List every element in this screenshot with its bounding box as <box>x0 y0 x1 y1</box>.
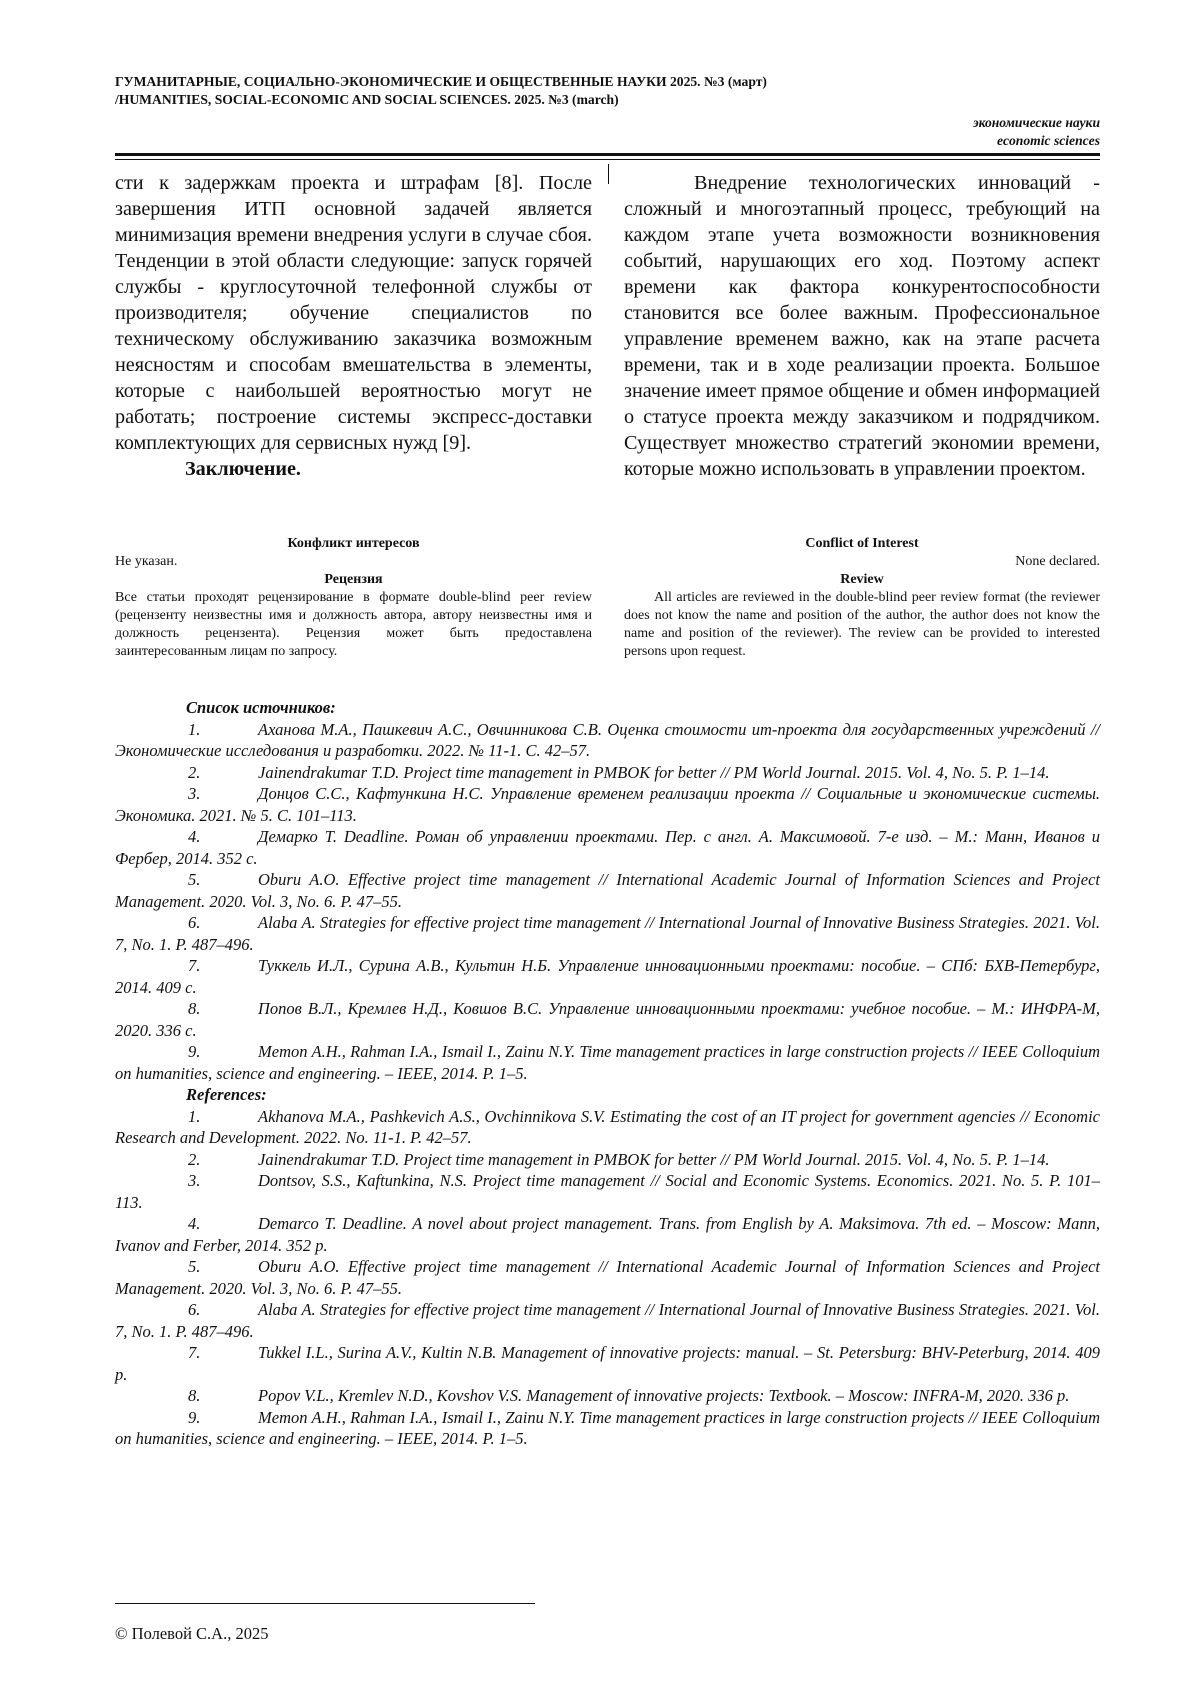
item-number: 1. <box>188 719 201 739</box>
item-text: Туккель И.Л., Сурина А.В., Культин Н.Б. Управление инновационными проектами: пособие. – СПб: БХВ-Петербург, 2014. 409 с. <box>115 956 1100 997</box>
journal-title-en: /HUMANITIES, SOCIAL-ECONOMIC AND SOCIAL SCIENCES. 2025. №3 (march) <box>115 92 619 107</box>
reference-item <box>115 1256 1100 1299</box>
conflict-text-en: None declared. <box>1015 554 1100 569</box>
item-number: 7. <box>188 956 201 975</box>
reference-item <box>115 1106 1100 1149</box>
section-label-ru: экономические науки <box>972 115 1100 130</box>
item-text: Донцов С.С., Кафтункина Н.С. Управление временем реализации проекта // Социальные и экономические системы. Экономика. 2021. № 5. С. 101–113. <box>115 784 1100 825</box>
item-number: 3. <box>188 784 201 803</box>
source-item <box>115 826 1100 869</box>
body-paragraph-left: сти к задержкам проекта и штрафам [8]. После завершения ИТП основной задачей является минимизация времени внедрения услуги в случае сбоя. Тенденции в этой области следующие: запуск горячей службы - круглосуточной телефонной службы от производителя; обучение специалистов по техническому обслуживанию заказчика возможным неясностям и способам вмешательства в элементы, которые с наибольшей вероятностью могут не работать; построение системы экспресс-доставки комплектующих для сервисных нужд [9]. <box>115 172 592 454</box>
item-number: 2. <box>188 762 201 782</box>
column-divider <box>608 164 609 184</box>
article-meta-en <box>624 535 1100 661</box>
item-text: Jainendrakumar T.D. Project time management in PMBOK for better // PM World Journal. 2015. Vol. 4, No. 5. P. 1–14. <box>258 762 1050 782</box>
item-text: Demarco T. Deadline. A novel about project management. Trans. from English by A. Maksimova. 7th ed. – Moscow: Mann, Ivanov and Ferber, 2014. 352 p. <box>115 1214 1100 1255</box>
reference-item <box>115 1385 1100 1407</box>
item-number: 8. <box>188 1386 201 1405</box>
reference-item <box>115 1299 1100 1342</box>
item-text: Popov V.L., Kremlev N.D., Kovshov V.S. Management of innovative projects: Textbook. – Moscow: INFRA-M, 2020. 336 p. <box>258 1386 1070 1405</box>
item-number: 9. <box>188 1042 201 1061</box>
item-number: 1. <box>188 1106 201 1126</box>
item-text: Jainendrakumar T.D. Project time management in PMBOK for better // PM World Journal. 2015. Vol. 4, No. 5. P. 1–14. <box>258 1149 1050 1169</box>
source-item <box>115 762 1100 784</box>
source-item <box>115 719 1100 762</box>
item-text: Dontsov, S.S., Kaftunkina, N.S. Project time management // Social and Economic Systems. Economics. 2021. No. 5. P. 101–113. <box>115 1171 1100 1212</box>
item-number: 4. <box>188 1214 201 1233</box>
conflict-heading-en: Conflict of Interest <box>805 536 919 551</box>
item-text: Memon A.H., Rahman I.A., Ismail I., Zainu N.Y. Time management practices in large construction projects // IEEE Colloquium on humanities, science and engineering. – IEEE, 2014. P. 1–5. <box>115 1407 1100 1448</box>
reference-item <box>115 1407 1100 1450</box>
header-rule-thick <box>115 153 1100 156</box>
review-text-en: All articles are reviewed in the double-blind peer review format (the reviewer does not know the name and position of the author, the author does not know the name and position of the reviewer). The review can be provided to interested persons upon request. <box>624 590 1100 659</box>
item-text: Oburu A.O. Effective project time management // International Academic Journal of Information Sciences and Project Management. 2020. Vol. 3, No. 6. P. 47–55. <box>115 870 1100 911</box>
bibliography <box>115 697 1100 1450</box>
reference-item <box>115 1149 1100 1171</box>
references-list <box>115 1106 1100 1450</box>
item-text: Akhanova M.A., Pashkevich A.S., Ovchinnikova S.V. Estimating the cost of an IT project for government agencies // Economic Research and Development. 2022. No. 11-1. P. 42–57. <box>115 1106 1100 1147</box>
journal-title-ru: ГУМАНИТАРНЫЕ, СОЦИАЛЬНО-ЭКОНОМИЧЕСКИЕ И ОБЩЕСТВЕННЫЕ НАУКИ 2025. №3 (март) <box>115 74 767 89</box>
source-item <box>115 998 1100 1041</box>
body-column-right <box>624 170 1100 482</box>
item-number: 7. <box>188 1343 201 1362</box>
item-text: Alaba A. Strategies for effective project time management // International Journal of Innovative Business Strategies. 2021. Vol. 7, No. 1. P. 487–496. <box>115 913 1100 954</box>
item-number: 4. <box>188 827 201 846</box>
item-number: 6. <box>188 1300 201 1319</box>
item-text: Попов В.Л., Кремлев Н.Д., Ковшов В.С. Управление инновационными проектами: учебное пособие. – М.: ИНФРА-М, 2020. 336 с. <box>115 999 1100 1040</box>
item-number: 9. <box>188 1407 201 1427</box>
source-item <box>115 1041 1100 1084</box>
section-label <box>973 114 1100 150</box>
source-item <box>115 783 1100 826</box>
running-header <box>115 73 1100 148</box>
conflict-heading-ru: Конфликт интересов <box>287 536 420 551</box>
sources-list <box>115 719 1100 1085</box>
item-number: 3. <box>188 1171 201 1190</box>
body-column-left <box>115 170 592 482</box>
review-heading-en: Review <box>840 572 884 587</box>
item-number: 8. <box>188 999 201 1018</box>
sources-heading: Список источников: <box>186 698 336 717</box>
section-label-en: economic sciences <box>996 133 1100 148</box>
item-number: 5. <box>188 1257 201 1276</box>
item-number: 2. <box>188 1149 201 1169</box>
reference-item <box>115 1342 1100 1385</box>
copyright-notice: © Полевой С.А., 2025 <box>115 1624 269 1643</box>
source-item <box>115 912 1100 955</box>
item-number: 6. <box>188 913 201 932</box>
header-rule-thin <box>115 159 1100 160</box>
article-meta-ru <box>115 535 592 661</box>
item-text: Alaba A. Strategies for effective project time management // International Journal of Innovative Business Strategies. 2021. Vol. 7, No. 1. P. 487–496. <box>115 1300 1100 1341</box>
references-heading: References: <box>186 1085 267 1104</box>
item-text: Аханова М.А., Пашкевич А.С., Овчинникова С.В. Оценка стоимости ит-проекта для государственных учреждений // Экономические исследования и разработки. 2022. № 11-1. С. 42–57. <box>115 719 1100 760</box>
review-heading-ru: Рецензия <box>324 572 383 587</box>
reference-item <box>115 1170 1100 1213</box>
item-text: Oburu A.O. Effective project time management // International Academic Journal of Information Sciences and Project Management. 2020. Vol. 3, No. 6. P. 47–55. <box>115 1257 1100 1298</box>
body-paragraph-right: Внедрение технологических инноваций - сложный и многоэтапный процесс, требующий на каждом этапе учета возможности возникновения событий, нарушающих его ход. Поэтому аспект времени как фактора конкурентоспособности становится все более важным. Профессиональное управление временем важно, как на этапе расчета времени, так и в ходе реализации проекта. Большое значение имеет прямое общение и обмен информацией о статусе проекта между заказчиком и подрядчиком. Существует множество стратегий экономии времени, которые можно использовать в управлении проектом. <box>624 172 1100 480</box>
conclusion-heading: Заключение. <box>185 458 301 480</box>
source-item <box>115 955 1100 998</box>
item-text: Демарко Т. Deadline. Роман об управлении проектами. Пер. с англ. А. Максимовой. 7-е изд. – М.: Манн, Иванов и Фербер, 2014. 352 с. <box>115 827 1100 868</box>
footnote-rule <box>115 1603 535 1604</box>
item-number: 5. <box>188 870 201 889</box>
item-text: Memon A.H., Rahman I.A., Ismail I., Zainu N.Y. Time management practices in large construction projects // IEEE Colloquium on humanities, science and engineering. – IEEE, 2014. P. 1–5. <box>115 1042 1100 1083</box>
source-item <box>115 869 1100 912</box>
review-text-ru: Все статьи проходят рецензирование в формате double-blind peer review (рецензенту неизвестны имя и должность автора, автору неизвестны имя и должность рецензента). Рецензия может быть предоставлена заинтересованным лицам по запросу. <box>115 590 592 659</box>
conflict-text-ru: Не указан. <box>115 554 178 569</box>
item-text: Tukkel I.L., Surina A.V., Kultin N.B. Management of innovative projects: manual. – St. Petersburg: BHV-Peterburg, 2014. 409 p. <box>115 1343 1100 1384</box>
reference-item <box>115 1213 1100 1256</box>
